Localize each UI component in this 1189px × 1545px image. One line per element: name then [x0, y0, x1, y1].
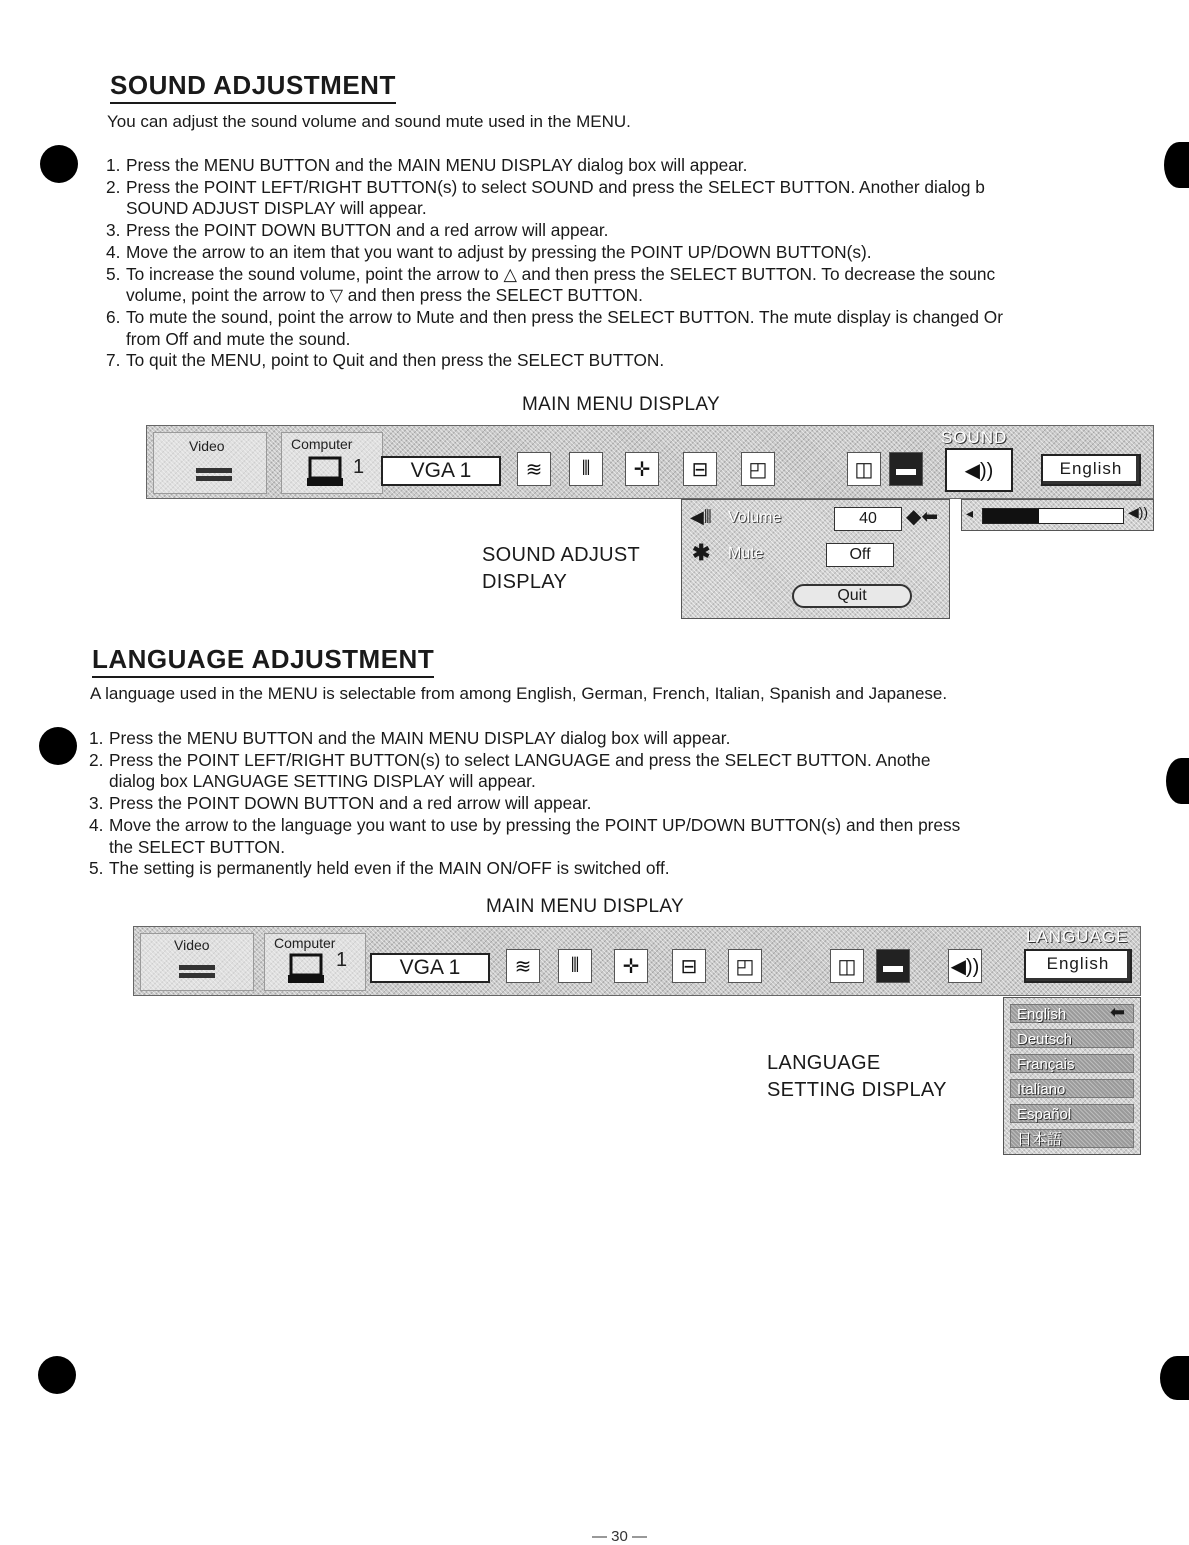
setting-icon[interactable]: ◫ [830, 949, 864, 983]
computer-icon [288, 953, 324, 985]
volume-value: 40 [834, 507, 902, 531]
menu-title: LANGUAGE [1026, 927, 1129, 946]
step: 1. Press the MENU BUTTON and the MAIN MENU DISPLAY dialog box will appear. [89, 728, 731, 748]
main-menu-caption: MAIN MENU DISPLAY [522, 394, 720, 415]
image-adjust-icon[interactable]: ≋ [517, 452, 551, 486]
main-menu-caption: MAIN MENU DISPLAY [486, 896, 684, 917]
step: 3. Press the POINT DOWN BUTTON and a red arrow will appear. [106, 220, 609, 241]
language-option-english[interactable]: English [1010, 1004, 1134, 1023]
menu-title: SOUND [941, 428, 1008, 447]
step: 1. Press the MENU BUTTON and the MAIN MENU DISPLAY dialog box will appear. [106, 155, 748, 175]
binder-hole [39, 727, 77, 765]
lamp-icon[interactable]: ▬ [889, 452, 923, 486]
computer-icon [307, 456, 343, 488]
binder-hole [38, 1356, 76, 1394]
pc-adjust-icon[interactable]: ⦀ [558, 949, 592, 983]
sound-icon[interactable]: ◀)) [945, 448, 1013, 492]
image-adjust-icon[interactable]: ≋ [506, 949, 540, 983]
binder-hole [1160, 1356, 1189, 1400]
video-icon [178, 963, 216, 981]
mute-label: Mute [728, 545, 764, 562]
language-option-japanese[interactable]: 日本語 [1010, 1129, 1134, 1148]
mute-row[interactable] [686, 540, 945, 570]
volume-fill [983, 509, 1039, 523]
volume-slider[interactable] [961, 499, 1154, 531]
sound-heading: SOUND ADJUSTMENT [110, 70, 396, 104]
computer-tab-label: Computer [274, 935, 336, 951]
volume-label: Volume [728, 509, 782, 526]
position-icon[interactable]: ✛ [614, 949, 648, 983]
computer-tab-label: Computer [291, 436, 353, 452]
step: 5. To increase the sound volume, point the arrow to △ and then press the SELECT BUTTON. To decrease the sounc volume, point the arrow to ▽ and then press the SELECT BUTTON. [106, 263, 996, 306]
binder-hole [1164, 142, 1189, 188]
step: 6. To mute the sound, point the arrow to Mute and then press the SELECT BUTTON. The mute display is changed Or from Off and mute the sound. [106, 306, 1003, 349]
binder-hole [40, 145, 78, 183]
volume-icon: ◀⦀ [690, 507, 712, 527]
language-steps [89, 728, 960, 880]
video-icon [195, 466, 233, 484]
main-menu-bar [133, 926, 1141, 996]
screen-icon[interactable]: ◰ [741, 452, 775, 486]
step: 5. The setting is permanently held even if the MAIN ON/OFF is switched off. [89, 858, 670, 879]
lamp-icon[interactable]: ▬ [876, 949, 910, 983]
vga-select[interactable]: VGA 1 [370, 953, 490, 983]
language-intro: A language used in the MENU is selectable from among English, German, French, Italian, Spanish and Japanese. [90, 684, 948, 703]
arrow-left-icon: ◆⬅ [906, 506, 939, 528]
step: 4. Move the arrow to an item that you want to adjust by pressing the POINT UP/DOWN BUTTON(s). [106, 241, 872, 262]
volume-high-icon: ◀)) [1128, 504, 1149, 520]
step: 2. Press the POINT LEFT/RIGHT BUTTON(s) to select SOUND and press the SELECT BUTTON. Another dialog b SOUND ADJUST DISPLAY will appear. [106, 176, 985, 219]
language-option-italiano[interactable]: Italiano [1010, 1079, 1134, 1098]
mute-icon: ✱ [692, 540, 711, 565]
language-heading: LANGUAGE ADJUSTMENT [92, 644, 434, 678]
main-menu-bar [146, 425, 1154, 499]
video-tab-label: Video [189, 438, 225, 454]
pc-adjust-icon[interactable]: ⦀ [569, 452, 603, 486]
language-option-francais[interactable]: Français [1010, 1054, 1134, 1073]
language-indicator[interactable]: English [1041, 454, 1141, 486]
language-option-deutsch[interactable]: Deutsch [1010, 1029, 1134, 1048]
vga-select[interactable]: VGA 1 [381, 456, 501, 486]
mute-value: Off [826, 543, 894, 567]
sound-intro: You can adjust the sound volume and sound mute used in the MENU. [107, 112, 631, 131]
step: 4. Move the arrow to the language you want to use by pressing the POINT UP/DOWN BUTTON(s) and then press the SELECT BUTTON. [89, 814, 961, 857]
step: 2. Press the POINT LEFT/RIGHT BUTTON(s) to select LANGUAGE and press the SELECT BUTTON. Anothe dialog box LANGUAGE SETTING DISPLAY will appear. [89, 749, 931, 792]
computer-number: 1 [336, 949, 348, 971]
page-number: — 30 — [592, 1528, 648, 1545]
language-indicator[interactable]: English [1024, 949, 1132, 983]
screen-icon[interactable]: ◰ [728, 949, 762, 983]
binder-hole [1166, 758, 1189, 804]
arrow-left-icon: ⬅ [1110, 1002, 1126, 1022]
sound-icon[interactable]: ◀)) [948, 949, 982, 983]
step: 7. To quit the MENU, point to Quit and then press the SELECT BUTTON. [106, 350, 665, 371]
language-setting-panel [1003, 997, 1141, 1155]
quit-button[interactable]: Quit [792, 584, 912, 608]
language-option-espanol[interactable]: Español [1010, 1104, 1134, 1123]
position-icon[interactable]: ✛ [625, 452, 659, 486]
sound-adjust-label: SOUND ADJUST DISPLAY [482, 544, 641, 593]
language-setting-label: LANGUAGE SETTING DISPLAY [767, 1052, 947, 1101]
step: 3. Press the POINT DOWN BUTTON and a red arrow will appear. [89, 793, 592, 814]
volume-track [982, 508, 1124, 524]
computer-number: 1 [353, 456, 365, 478]
video-tab-label: Video [174, 937, 210, 953]
setting-icon[interactable]: ◫ [847, 452, 881, 486]
volume-low-icon: ◂ [966, 505, 974, 521]
image-select-icon[interactable]: ⊟ [672, 949, 706, 983]
volume-row[interactable] [686, 504, 945, 534]
image-select-icon[interactable]: ⊟ [683, 452, 717, 486]
sound-steps [106, 155, 1003, 372]
sound-adjust-panel [681, 499, 950, 619]
